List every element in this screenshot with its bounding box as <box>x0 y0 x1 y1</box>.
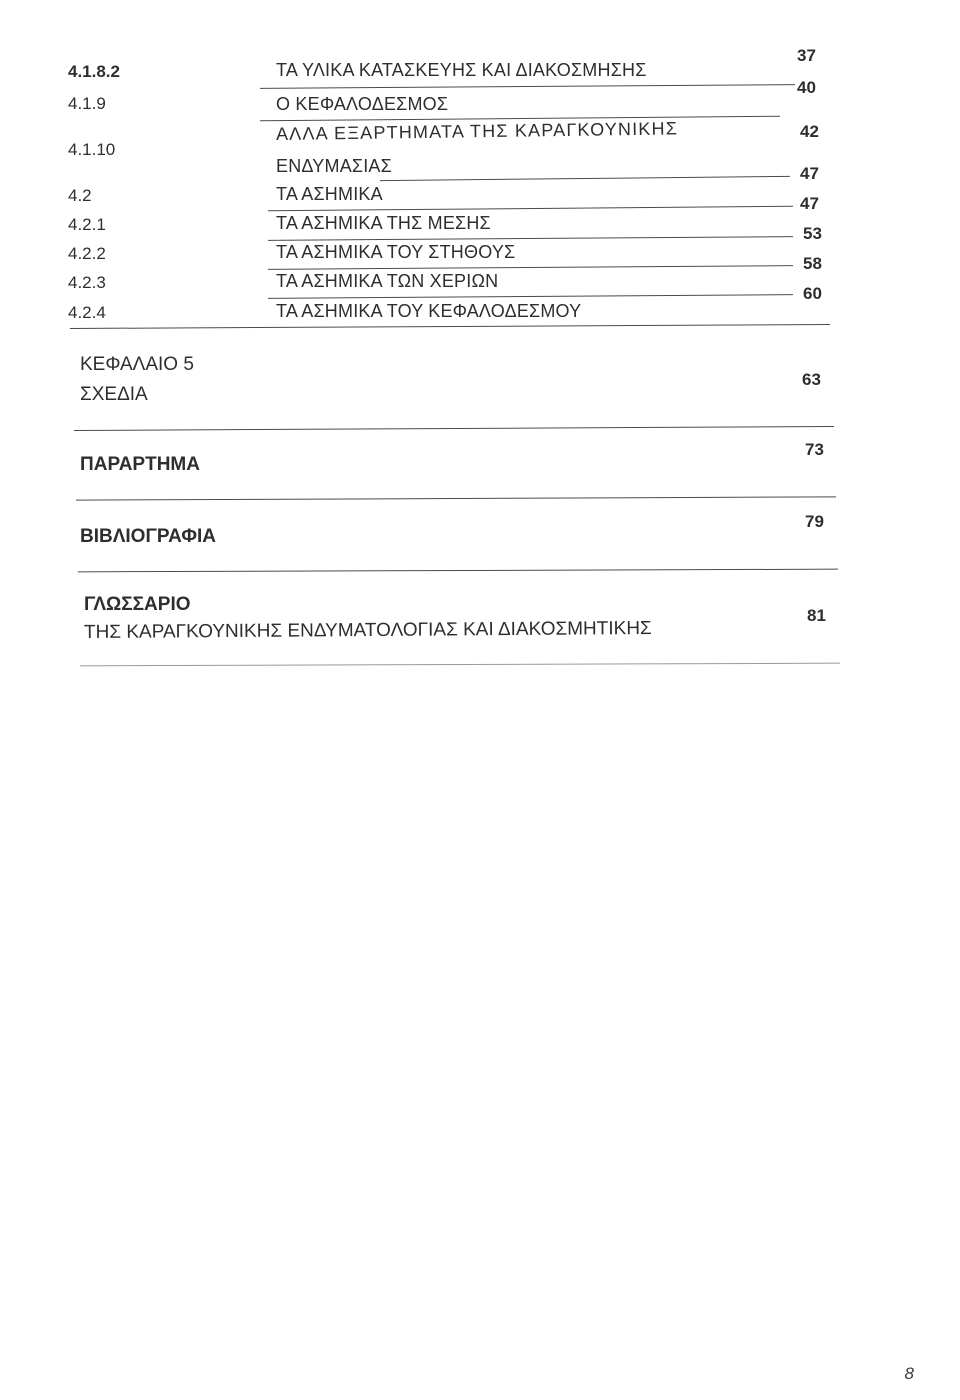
toc-entry-number: 4.2.2 <box>68 244 106 263</box>
toc-entry-title: ΤΑ ΑΣΗΜΙΚΑ ΤΗΣ ΜΕΣΗΣ <box>276 213 491 233</box>
toc-entry-title: ΤΑ ΑΣΗΜΙΚΑ ΤΩΝ ΧΕΡΙΩΝ <box>276 271 499 291</box>
section-page: 73 <box>805 440 824 459</box>
toc-entry-page: 47 <box>800 194 819 213</box>
page-number: 8 <box>904 1364 914 1383</box>
appendix-heading: ΠΑΡΑΡΤΗΜΑ <box>80 454 200 475</box>
toc-entry-title: ΤΑ ΑΣΗΜΙΚΑ <box>276 184 383 204</box>
chapter-heading: ΚΕΦΑΛΑΙΟ 5 <box>80 354 194 375</box>
toc-entry-number: 4.1.9 <box>68 94 106 113</box>
toc-entry-title: ΤΑ ΥΛΙΚΑ ΚΑΤΑΣΚΕΥΗΣ ΚΑΙ ΔΙΑΚΟΣΜΗΣΗΣ <box>276 60 647 80</box>
toc-entry-page: 47 <box>800 164 819 183</box>
section-rule <box>76 496 836 500</box>
toc-entry-title-line2: ΕΝΔΥΜΑΣΙΑΣ <box>276 156 392 176</box>
toc-rule <box>268 236 793 241</box>
toc-rule <box>268 265 793 270</box>
section-rule <box>78 569 838 573</box>
toc-rule <box>260 84 795 89</box>
toc-entry-number: 4.1.10 <box>68 140 116 159</box>
toc-entry-page: 42 <box>800 122 819 141</box>
chapter-subtitle: ΣΧΕΔΙΑ <box>80 384 148 405</box>
toc-entry-page: 60 <box>803 284 822 303</box>
toc-rule <box>380 176 790 181</box>
glossary-subtitle: ΤΗΣ ΚΑΡΑΓΚΟΥΝΙΚΗΣ ΕΝΔΥΜΑΤΟΛΟΓΙΑΣ ΚΑΙ ΔΙΑΚΟΣΜΗΤΙΚΗΣ <box>83 618 652 643</box>
toc-rule <box>268 294 793 299</box>
section-rule <box>80 663 840 667</box>
toc-entry-page: 37 <box>797 46 816 65</box>
toc-entry-title: ΤΑ ΑΣΗΜΙΚΑ ΤΟΥ ΚΕΦΑΛΟΔΕΣΜΟΥ <box>276 301 582 321</box>
toc-entry-number: 4.2.4 <box>68 303 106 322</box>
toc-entry-number: 4.1.8.2 <box>68 62 120 81</box>
toc-entry-page: 53 <box>803 224 822 243</box>
section-page: 79 <box>805 512 824 531</box>
toc-entry-page: 40 <box>797 78 816 97</box>
section-page: 81 <box>807 606 826 625</box>
toc-rule <box>70 324 830 329</box>
toc-entry-page: 58 <box>803 254 822 273</box>
toc-entry-number: 4.2.3 <box>68 273 106 292</box>
glossary-heading: ΓΛΩΣΣΑΡΙΟ <box>84 594 191 615</box>
bibliography-heading: ΒΙΒΛΙΟΓΡΑΦΙΑ <box>80 526 216 547</box>
toc-rule <box>268 206 793 212</box>
section-rule <box>74 426 834 431</box>
toc-entry-title: Ο ΚΕΦΑΛΟΔΕΣΜΟΣ <box>276 94 449 114</box>
toc-entry-title: ΤΑ ΑΣΗΜΙΚΑ ΤΟΥ ΣΤΗΘΟΥΣ <box>276 242 516 262</box>
toc-entry-number: 4.2.1 <box>68 215 106 234</box>
toc-entry-number: 4.2 <box>68 186 92 205</box>
toc-entry-title-line1: ΑΛΛΑ ΕΞΑΡΤΗΜΑΤΑ ΤΗΣ ΚΑΡΑΓΚΟΥΝΙΚΗΣ <box>275 118 679 144</box>
section-page: 63 <box>802 370 821 389</box>
